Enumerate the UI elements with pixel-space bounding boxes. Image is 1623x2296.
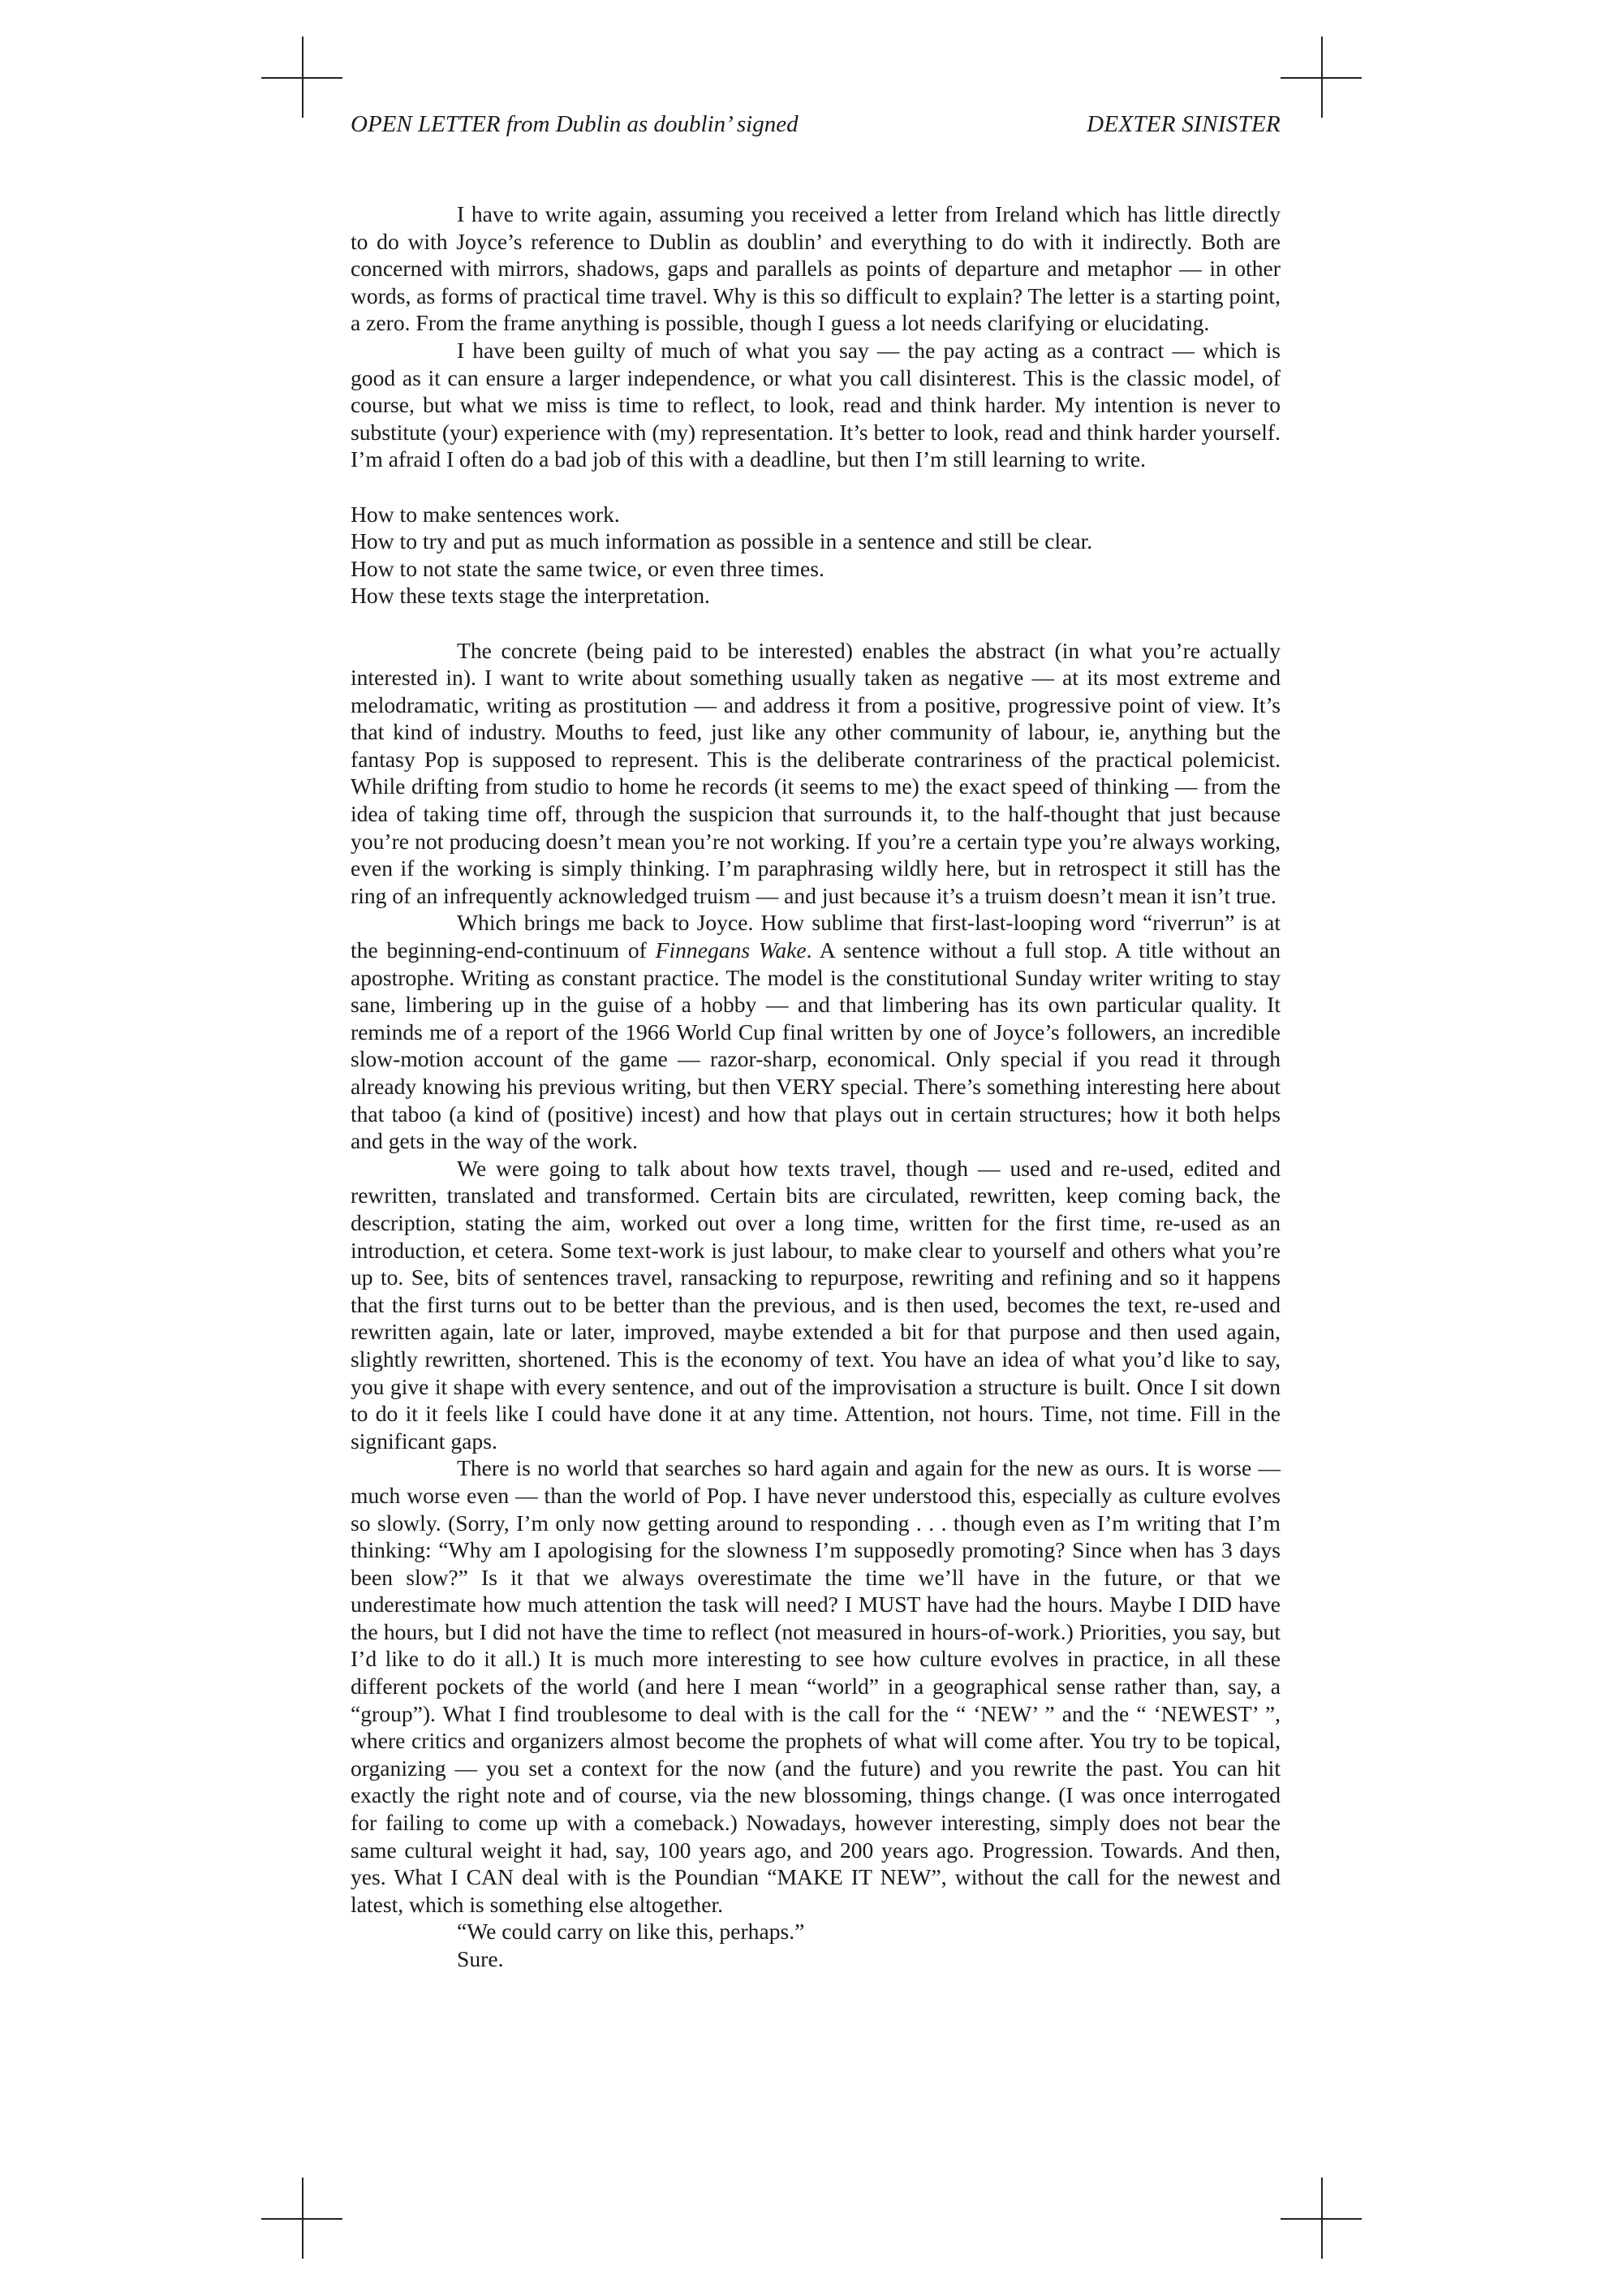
- how-to-list: [351, 501, 1281, 610]
- running-header: [351, 111, 1281, 144]
- paragraph: “We could carry on like this, perhaps.”: [457, 1919, 805, 1945]
- list-line: How these texts stage the interpretation.: [351, 583, 710, 609]
- list-line: How to try and put as much information as possible in a sentence and still be clear.: [351, 528, 1093, 554]
- paragraph: I have to write again, assuming you received a letter from Ireland which has little directly to do with Joyce’s reference to Dublin as doublin’ and everything to do with it indirectly. Both are concerned with mirrors, shadows, gaps and parallels as points of departure and metaphor — in other words, as forms of practical time travel. Why is this so difficult to explain? The letter is a starting point, a zero. From the frame anything is possible, though I guess a lot needs clarifying or elucidating.: [351, 201, 1281, 336]
- header-author: DEXTER SINISTER: [1087, 111, 1281, 137]
- crop-mark-bottom-right-v: [1321, 2178, 1323, 2259]
- paragraph: Sure.: [457, 1946, 504, 1971]
- list-line: How to not state the same twice, or even three times.: [351, 555, 824, 581]
- book-title: Finnegans Wake: [655, 937, 807, 963]
- paragraph: I have been guilty of much of what you say — the pay acting as a contract — which is good as it can ensure a larger independence, or what you call disinterest. This is the classic model, of course, but what we miss is time to reflect, to look, read and think harder. My intention is never to substitute (your) experience with (my) representation. It’s better to look, read and think harder yourself. I’m afraid I often do a bad job of this with a deadline, but then I’m still learning to write.: [351, 337, 1281, 472]
- crop-mark-top-right-v: [1321, 37, 1323, 118]
- letter-body: [351, 200, 1281, 1973]
- paragraph: We were going to talk about how texts travel, though — used and re-used, edited and rewritten, translated and transformed. Certain bits are circulated, rewritten, keep coming back, the description, stating the aim, worked out over a long time, written for the first time, re-used as an introduction, et cetera. Some text-work is just labour, to make clear to yourself and others what you’re up to. See, bits of sentences travel, ransacking to repurpose, rewriting and refining and so it happens that the first turns out to be better than the previous, and is then used, becomes the text, re-used and rewritten again, late or later, improved, maybe extended a bit for that purpose and then used again, slightly rewritten, shortened. This is the economy of text. You have an idea of what you’d like to say, you give it shape with every sentence, and out of the improvisation a structure is built. Once I sit down to do it it feels like I could have done it at any time. Attention, not hours. Time, not time. Fill in the significant gaps.: [351, 1155, 1281, 1454]
- text-run: . A sentence without a full stop. A title without an apostrophe. Writing as constant practice. The model is the constitutional Sunday writer writing to stay sane, limbering up in the guise of a hobby — and that limbering has its own particular quality. It reminds me of a report of the 1966 World Cup final written by one of Joyce’s followers, an incredible slow-motion account of the game — razor-sharp, economical. Only special if you read it through already knowing his previous writing, but then VERY special. There’s something interesting here about that taboo (a kind of (positive) incest) and how that plays out in certain structures; how it both helps and gets in the way of the work.: [351, 937, 1281, 1154]
- text-run: Which brings me back to Joyce. How sublime that first-last-looping word “riverrun” is at the beginning-end-continuum of: [351, 910, 1281, 963]
- crop-mark-top-left-v: [302, 37, 304, 118]
- list-line: How to make sentences work.: [351, 501, 620, 527]
- crop-mark-bottom-left-v: [302, 2178, 304, 2259]
- paragraph: The concrete (being paid to be interested) enables the abstract (in what you’re actually interested in). I want to write about something usually taken as negative — at its most extreme and melodramatic, writing as prostitution — and address it from a positive, progressive point of view. It’s that kind of industry. Mouths to feed, just like any other community of labour, ie, anything but the fantasy Pop is supposed to represent. This is the deliberate contrariness of the practical polemicist. While drifting from studio to home he records (it seems to me) the exact speed of thinking — from the idea of taking time off, through the suspicion that surrounds it, to the half-thought that just because you’re not producing doesn’t mean you’re not working. If you’re a certain type you’re always working, even if the working is simply thinking. I’m paraphrasing wildly here, but in retrospect it still has the ring of an infrequently acknowledged truism — and just because it’s a truism doesn’t mean it isn’t true.: [351, 637, 1281, 908]
- paragraph: There is no world that searches so hard again and again for the new as ours. It is worse — much worse even — than the world of Pop. I have never understood this, especially as culture evolves so slowly. (Sorry, I’m only now getting around to responding . . . though even as I’m writing that I’m thinking: “Why am I apologising for the slowness I’m supposedly promoting? Since when has 3 days been slow?” Is it that we always overestimate the time we’ll have in the future, or that we underestimate how much attention the task will need? I MUST have had the hours. Maybe I DID have the hours, but I did not have the time to reflect (not measured in hours-of-work.) Priorities, you say, but I’d like to do it all.) It is much more interesting to see how culture evolves in practice, in all these different pockets of the world (and here I mean “world” in a geographical sense rather than, say, a “group”). What I find troublesome to deal with is the call for the “ ‘NEW’ ” and the “ ‘NEWEST’ ”, where critics and organizers almost become the prophets of what will come after. You try to be topical, organizing — you set a context for the now (and the future) and you rewrite the past. You can hit exactly the right note and of course, via the new blossoming, things change. (I was once interrogated for failing to come up with a comeback.) Nowadays, however interesting, simply does not bear the same cultural weight it had, say, 100 years ago, and 200 years ago. Progression. Towards. And then, yes. What I CAN deal with is the Poundian “MAKE IT NEW”, without the call for the newest and latest, which is something else altogether.: [351, 1455, 1281, 1917]
- header-title: OPEN LETTER from Dublin as doublin’ signed: [351, 111, 799, 137]
- paragraph-joyce: [351, 909, 1281, 1154]
